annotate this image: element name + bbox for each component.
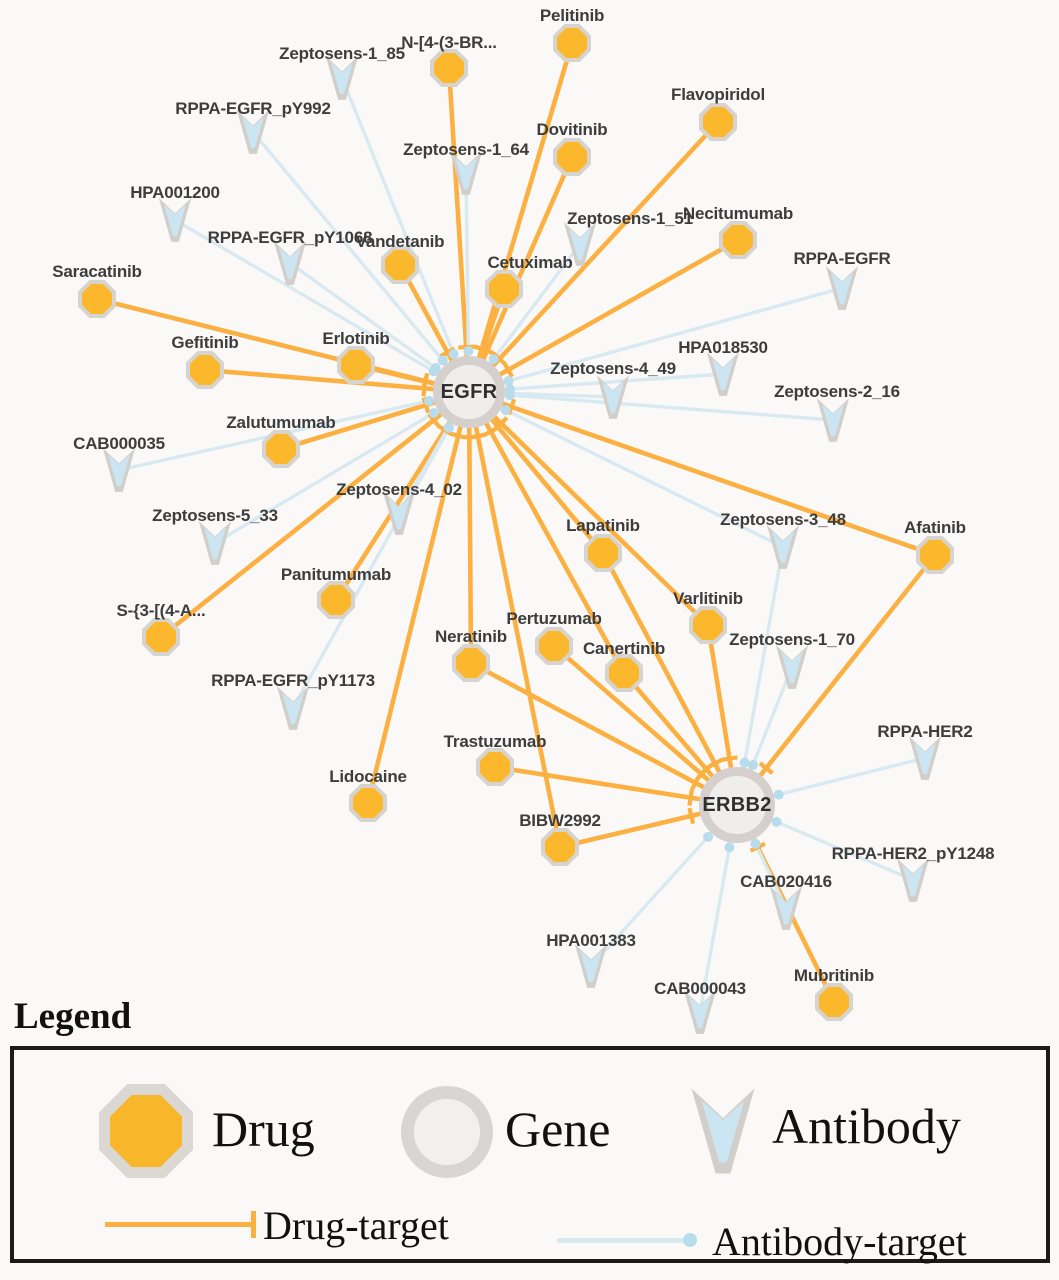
node-label: HPA001200 bbox=[130, 183, 220, 202]
drug-node-fill bbox=[385, 250, 415, 280]
drug-node bbox=[605, 654, 643, 692]
drug-node-fill bbox=[489, 274, 519, 304]
node-label: Gefitinib bbox=[171, 333, 239, 352]
node-label: Zeptosens-3_48 bbox=[720, 510, 846, 529]
node-label: Panitumumab bbox=[280, 565, 392, 584]
drug-node bbox=[142, 618, 180, 656]
antibody-target-dot bbox=[774, 790, 784, 800]
node-label: HPA001383 bbox=[546, 931, 636, 950]
antibody-target-dot bbox=[463, 346, 473, 356]
drug-node-fill bbox=[82, 284, 112, 314]
drug-node-fill bbox=[539, 631, 569, 661]
drug-node bbox=[916, 536, 954, 574]
drug-node bbox=[689, 606, 727, 644]
drug-node-fill bbox=[819, 987, 849, 1017]
node-label: Varlitinib bbox=[673, 589, 743, 608]
drug-node-fill bbox=[190, 355, 220, 385]
legend-drug-target-tee bbox=[251, 1211, 256, 1238]
drug-node bbox=[337, 346, 375, 384]
legend-antibody-target-label: Antibody-target bbox=[712, 1219, 967, 1264]
antibody-target-dot bbox=[724, 842, 734, 852]
node-label: Zeptosens-2_16 bbox=[774, 382, 900, 401]
drug-node-fill bbox=[266, 434, 296, 464]
antibody-target-dot bbox=[750, 839, 760, 849]
node-label: Zalutumumab bbox=[226, 413, 336, 432]
legend-drug-icon-inner bbox=[110, 1095, 182, 1167]
edge-drug-target bbox=[469, 392, 471, 663]
node-label: Lapatinib bbox=[566, 516, 640, 535]
drug-node bbox=[186, 351, 224, 389]
legend-antibody-target-line bbox=[557, 1238, 687, 1243]
node-label: Lidocaine bbox=[329, 767, 407, 786]
antibody-chevron-icon bbox=[823, 263, 861, 313]
antibody-chevron-icon bbox=[814, 395, 852, 445]
node-label: Dovitinib bbox=[536, 120, 608, 139]
node-label: Canertinib bbox=[582, 639, 666, 658]
drug-node-fill bbox=[146, 622, 176, 652]
node-label: Cetuximab bbox=[487, 253, 573, 272]
drug-node bbox=[535, 627, 573, 665]
node-label: BIBW2992 bbox=[519, 811, 601, 830]
drug-target-tee bbox=[689, 790, 691, 806]
node-label: Mubritinib bbox=[793, 966, 875, 985]
node-label: CAB000043 bbox=[654, 979, 746, 998]
node-label: Zeptosens-1_70 bbox=[729, 630, 855, 649]
node-label: Trastuzumab bbox=[443, 732, 547, 751]
drug-target-tee bbox=[689, 808, 693, 824]
antibody-target-dot bbox=[772, 817, 782, 827]
drug-node bbox=[485, 270, 523, 308]
node-label: N-[4-(3-BR... bbox=[401, 33, 497, 52]
drug-node bbox=[815, 983, 853, 1021]
node-label: CAB020416 bbox=[740, 872, 832, 891]
antibody-node bbox=[823, 263, 861, 318]
node-label: Zeptosens-1_64 bbox=[403, 140, 529, 159]
antibody-node bbox=[814, 395, 852, 450]
node-label: HPA018530 bbox=[678, 338, 768, 357]
node-label: Erlotinib bbox=[322, 329, 390, 348]
legend-antibody-label: Antibody bbox=[772, 1098, 961, 1154]
drug-node-fill bbox=[693, 610, 723, 640]
gene-label: EGFR bbox=[440, 380, 498, 403]
node-label: Zeptosens-4_02 bbox=[336, 480, 462, 499]
gene-node bbox=[699, 767, 775, 843]
node-label: S-{3-[(4-A... bbox=[116, 601, 206, 620]
drug-node-fill bbox=[480, 752, 510, 782]
node-label: Vandetanib bbox=[355, 232, 445, 251]
antibody-node bbox=[764, 522, 802, 577]
drug-target-tee bbox=[722, 757, 738, 760]
drug-node-fill bbox=[557, 142, 587, 172]
drug-node bbox=[719, 221, 757, 259]
drug-node-fill bbox=[341, 350, 371, 380]
node-label: Zeptosens-4_49 bbox=[550, 359, 676, 378]
drug-node bbox=[317, 581, 355, 619]
antibody-chevron-icon bbox=[594, 372, 632, 422]
drug-node bbox=[430, 49, 468, 87]
drug-node bbox=[78, 280, 116, 318]
drug-node-fill bbox=[588, 538, 618, 568]
antibody-node bbox=[274, 683, 312, 738]
node-label: Zeptosens-1_51 bbox=[567, 209, 693, 228]
antibody-target-dot bbox=[501, 405, 511, 415]
gene-node bbox=[433, 356, 505, 428]
legend-gene-label: Gene bbox=[505, 1101, 611, 1157]
drug-node-fill bbox=[703, 107, 733, 137]
node-label: RPPA-EGFR bbox=[793, 249, 891, 268]
legend-gene-icon bbox=[401, 1086, 493, 1178]
drug-node-fill bbox=[723, 225, 753, 255]
drug-node bbox=[452, 644, 490, 682]
legend-drug-target-label: Drug-target bbox=[263, 1203, 449, 1248]
gene-label: ERBB2 bbox=[702, 793, 772, 816]
node-label: RPPA-HER2 bbox=[877, 722, 973, 741]
node-label: RPPA-EGFR_pY992 bbox=[175, 99, 331, 118]
node-label: CAB000035 bbox=[73, 434, 165, 453]
drug-node-fill bbox=[456, 648, 486, 678]
drug-node bbox=[553, 24, 591, 62]
antibody-node bbox=[156, 195, 194, 250]
drug-node bbox=[476, 748, 514, 786]
node-label: Pelitinib bbox=[539, 6, 605, 25]
node-label: Pertuzumab bbox=[506, 609, 602, 628]
drug-node bbox=[699, 103, 737, 141]
legend-drug-target-line bbox=[105, 1222, 251, 1227]
drug-node bbox=[584, 534, 622, 572]
drug-node bbox=[541, 828, 579, 866]
drug-node-fill bbox=[609, 658, 639, 688]
drug-node-fill bbox=[557, 28, 587, 58]
antibody-node bbox=[773, 642, 811, 697]
node-label: Flavopiridol bbox=[671, 85, 765, 104]
drug-node-fill bbox=[353, 788, 383, 818]
drug-node bbox=[349, 784, 387, 822]
drug-node bbox=[262, 430, 300, 468]
antibody-node bbox=[196, 518, 234, 573]
node-label: Necitumumab bbox=[682, 204, 794, 223]
drug-node-fill bbox=[920, 540, 950, 570]
drug-node-fill bbox=[434, 53, 464, 83]
node-label: Neratinib bbox=[435, 627, 507, 646]
node-label: Zeptosens-5_33 bbox=[152, 506, 278, 525]
legend-title: Legend bbox=[14, 996, 132, 1037]
node-label: Afatinib bbox=[904, 518, 966, 537]
node-label: Zeptosens-1_85 bbox=[279, 44, 405, 63]
drug-node-fill bbox=[545, 832, 575, 862]
node-label: RPPA-EGFR_pY1173 bbox=[211, 671, 375, 690]
legend-antibody-icon bbox=[686, 1082, 760, 1180]
legend-antibody-target-dot bbox=[683, 1233, 697, 1247]
node-label: RPPA-EGFR_pY1068 bbox=[207, 228, 373, 247]
node-label: RPPA-HER2_pY1248 bbox=[831, 844, 995, 863]
drug-node-fill bbox=[321, 585, 351, 615]
legend-drug-label: Drug bbox=[212, 1101, 315, 1157]
node-label: Saracatinib bbox=[52, 262, 142, 281]
antibody-node bbox=[594, 372, 632, 427]
drug-node bbox=[553, 138, 591, 176]
antibody-target-dot bbox=[505, 390, 515, 400]
